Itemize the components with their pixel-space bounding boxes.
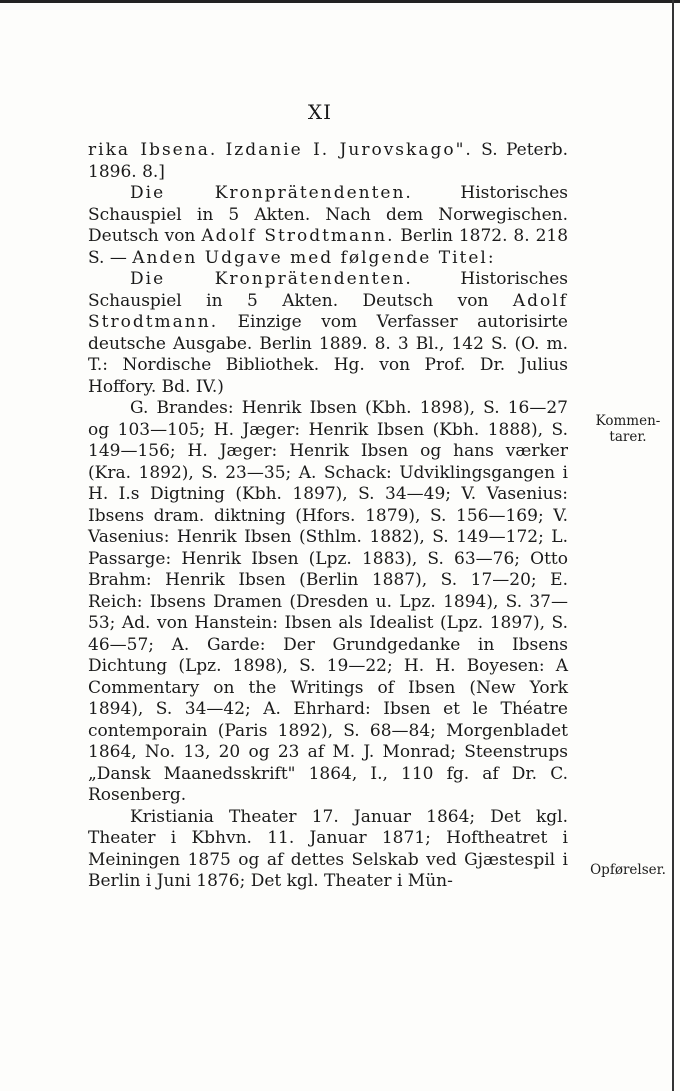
margin-note-opforelser: Opførelser. xyxy=(590,862,666,878)
paragraph xyxy=(88,398,568,807)
text-run: G. Brandes: Henrik Ibsen (Kbh. 1898), S. 16—27 og 103—105; H. Jæger: Henrik Ibsen (Kbh. 1888), S. 149—156; H. Jæger: Henrik Ibsen og hans værker (Kra. 1892), S. 23—35; A. Schack: Udviklingsgangen i H. I.s Digtning (Kbh. 1897), S. 34—49; V. Vasenius: Ibsens dram. diktning (Hfors. 1879), S. 156—169; V. Vasenius: Henrik Ibsen (Sthlm. 1882), S. 149—172; L. Passarge: Henrik Ibsen (Lpz. 1883), S. 63—76; Otto Brahm: Henrik Ibsen (Berlin 1887), S. 17—20; E. Reich: Ibsens Dramen (Dresden u. Lpz. 1894), S. 37—53; Ad. von Hanstein: Ibsen als Idealist (Lpz. 1897), S. 46—57; A. Garde: Der Grundgedanke in Ibsens Dichtung (Lpz. 1898), S. 19—22; H. H. Boyesen: A Commentary on the Writings of Ibsen (New York 1894), S. 34—42; A. Ehrhard: Ibsen et le Théatre contemporain (Paris 1892), S. 68—84; Morgenbladet 1864, No. 13, 20 og 23 af M. J. Monrad; Steenstrups „Dansk Maanedsskrift" 1864, I., 110 fg. af Dr. C. Rosenberg. xyxy=(88,398,568,805)
spaced-text: rika Ibsena. xyxy=(88,140,218,160)
spaced-text: Izdanie I. Jurovskago". xyxy=(225,140,473,160)
spaced-text: Adolf Strodtmann. xyxy=(88,290,568,332)
text-run: Historisches Schauspiel in 5 Akten. Nach dem Norwegischen. Deutsch von xyxy=(88,183,568,246)
paragraph xyxy=(88,269,568,398)
margin-note-kommentarer: Kommen- tarer. xyxy=(595,413,661,445)
spaced-text: Die Kronprätendenten. xyxy=(130,269,413,289)
text-run: Berlin 1872. 8. 218 S. — xyxy=(88,226,569,268)
top-border-rule xyxy=(0,0,680,3)
text-run: Kristiania Theater 17. Januar 1864; Det kgl. Theater i Kbhvn. 11. Januar 1871; Hoftheatret i Meiningen 1875 og af dettes Selskab ved Gjæstespil i Berlin i Juni 1876; Det kgl. Theater i Mün- xyxy=(88,806,568,891)
text-run: Einzige vom Verfasser autorisirte deutsche Ausgabe. Berlin 1889. 8. 3 Bl., 142 S. (O. m. T.: Nordische Bibliothek. Hg. von Prof. Dr. Julius Hoffory. Bd. IV.) xyxy=(88,312,568,397)
text-run: S. Peterb. 1896. 8.] xyxy=(88,140,568,182)
main-text-column xyxy=(88,140,568,893)
spaced-text: Adolf Strodtmann. xyxy=(201,226,395,246)
text-run: Historisches Schauspiel in 5 Akten. Deutsch von xyxy=(88,269,568,311)
paragraph xyxy=(88,140,568,183)
right-border-rule xyxy=(672,0,674,1091)
page-number: XI xyxy=(307,100,333,124)
paragraph xyxy=(88,807,568,893)
spaced-text: Anden Udgave med følgende Titel: xyxy=(132,247,496,268)
text-run xyxy=(217,140,225,160)
paragraph xyxy=(88,183,568,269)
spaced-text: Die Kronprätendenten. xyxy=(130,183,413,203)
